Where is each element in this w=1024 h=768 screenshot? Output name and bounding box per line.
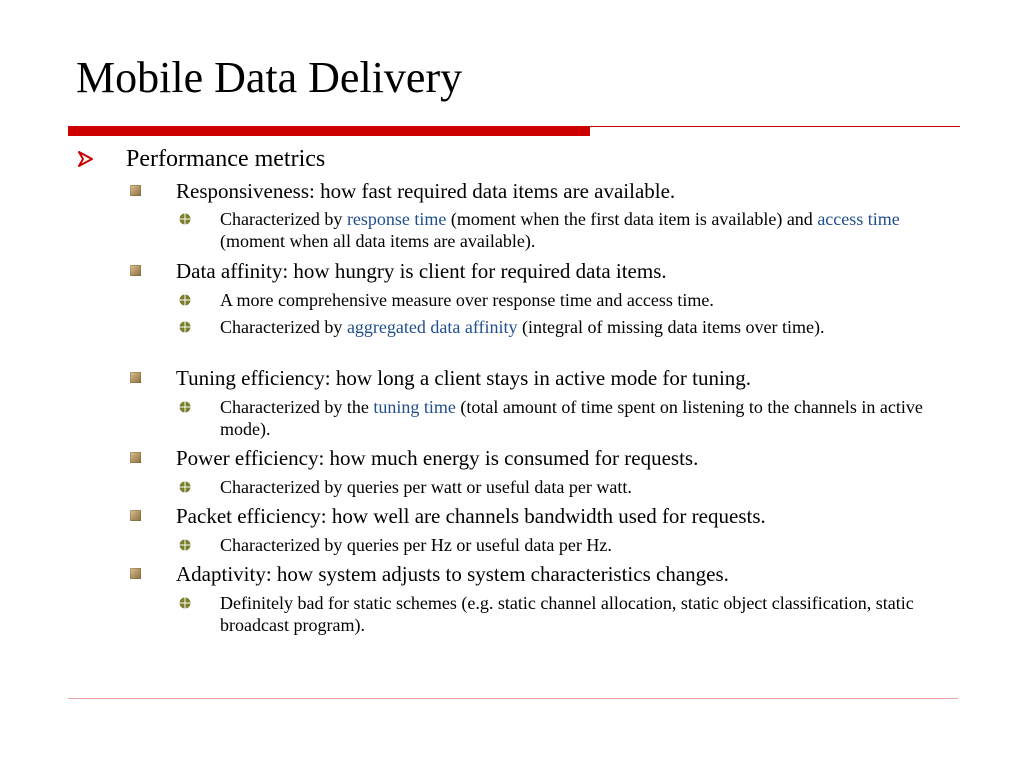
metric-item: Power efficiency: how much energy is consumed for requests. [176,446,699,470]
round-bullet-icon [179,481,191,493]
metric-detail [220,396,960,440]
detail-text: (integral of missing data items over time). [517,317,825,337]
square-bullet-icon [130,510,141,521]
detail-text: Definitely bad for static schemes (e.g. static channel allocation, static object classification, static broadcast program). [220,593,914,635]
term-aggregated-data-affinity: aggregated data affinity [346,317,518,337]
arrow-bullet-icon [76,149,96,169]
round-bullet-icon [179,539,191,551]
detail-text: A more comprehensive measure over response time and access time. [220,290,714,310]
metric-item: Data affinity: how hungry is client for required data items. [176,259,667,283]
metric-detail [220,208,960,252]
round-bullet-icon [179,401,191,413]
detail-text: Characterized by [220,209,347,229]
detail-text: Characterized by queries per watt or useful data per watt. [220,477,632,497]
metric-item: Packet efficiency: how well are channels bandwidth used for requests. [176,504,766,528]
square-bullet-icon [130,185,141,196]
metric-detail [220,289,960,311]
square-bullet-icon [130,452,141,463]
detail-text: (moment when all data items are available). [220,231,536,251]
term-access-time: access time [817,209,900,229]
round-bullet-icon [179,321,191,333]
detail-text: Characterized by the [220,397,374,417]
metric-item: Tuning efficiency: how long a client stays in active mode for tuning. [176,366,752,390]
round-bullet-icon [179,597,191,609]
metric-item: Responsiveness: how fast required data items are available. [176,179,676,203]
square-bullet-icon [130,372,141,383]
square-bullet-icon [130,568,141,579]
metric-detail [220,476,960,498]
metric-detail [220,592,960,636]
detail-text: (total amount of time spent on listening to the channels in active mode). [220,397,923,439]
square-bullet-icon [130,265,141,276]
slide-title: Mobile Data Delivery [76,53,463,102]
footer-divider-line [68,698,958,699]
round-bullet-icon [179,294,191,306]
detail-text: (moment when the first data item is available) and [446,209,818,229]
round-bullet-icon [179,213,191,225]
metric-detail [220,316,960,338]
term-response-time: response time [346,209,447,229]
term-tuning-time: tuning time [373,397,456,417]
metric-item: Adaptivity: how system adjusts to system characteristics changes. [176,562,729,586]
detail-text: Characterized by [220,317,347,337]
detail-text: Characterized by queries per Hz or useful data per Hz. [220,535,612,555]
outline-heading: Performance metrics [126,146,326,172]
metric-detail [220,534,960,556]
